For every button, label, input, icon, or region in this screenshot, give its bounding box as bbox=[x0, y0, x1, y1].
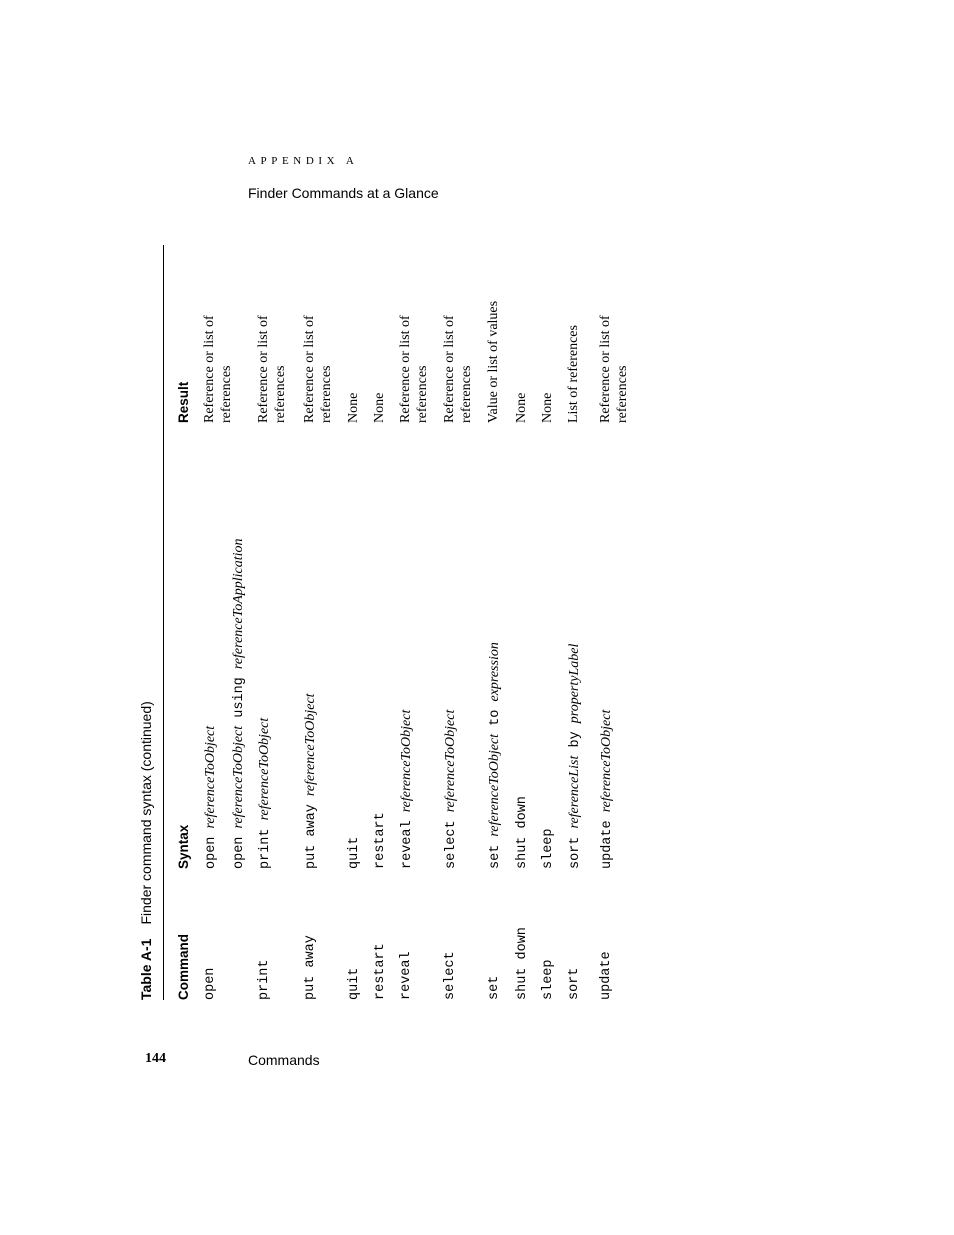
result-cell: Reference or list of references bbox=[598, 315, 630, 423]
command-cell: sort bbox=[567, 967, 582, 1000]
command-cell: update bbox=[599, 951, 614, 1000]
syntax-keyword: reveal bbox=[400, 820, 415, 869]
result-cell: Reference or list of references bbox=[256, 315, 288, 423]
result-cell: Reference or list of references bbox=[398, 315, 430, 423]
syntax-cell bbox=[399, 710, 415, 869]
command-cell: quit bbox=[347, 967, 362, 1000]
syntax-cell bbox=[567, 644, 583, 869]
chapter-title: Finder Commands at a Glance bbox=[248, 185, 439, 201]
syntax-keyword: to bbox=[488, 709, 503, 726]
syntax-placeholder: referenceToObject bbox=[303, 693, 318, 797]
command-cell: set bbox=[487, 975, 502, 1000]
result-cell: Value or list of values bbox=[486, 300, 501, 423]
command-cell: restart bbox=[373, 943, 388, 1000]
column-header-command: Command bbox=[176, 933, 191, 1000]
command-cell: shut down bbox=[515, 927, 530, 1000]
result-cell: None bbox=[346, 392, 361, 423]
syntax-cell bbox=[303, 693, 319, 869]
syntax-cell bbox=[515, 796, 530, 869]
syntax-placeholder: referenceToApplication bbox=[231, 538, 246, 670]
footer-section: Commands bbox=[248, 1052, 320, 1068]
syntax-keyword: sort bbox=[568, 836, 583, 869]
result-cell: None bbox=[540, 392, 555, 423]
column-header-result: Result bbox=[176, 381, 191, 423]
syntax-keyword: open bbox=[204, 836, 219, 869]
syntax-keyword: shut down bbox=[515, 796, 530, 869]
table-caption-number: Table A-1 bbox=[138, 938, 154, 1000]
syntax-cell bbox=[487, 642, 503, 869]
result-cell: None bbox=[372, 392, 387, 423]
result-cell: None bbox=[514, 392, 529, 423]
command-cell: sleep bbox=[541, 959, 556, 1000]
syntax-placeholder: referenceToObject bbox=[399, 709, 414, 813]
command-cell: put away bbox=[303, 935, 318, 1000]
syntax-cell bbox=[203, 726, 219, 869]
syntax-cell bbox=[231, 538, 247, 869]
column-header-syntax: Syntax bbox=[176, 824, 191, 869]
page-number: 144 bbox=[145, 1051, 166, 1066]
result-cell: Reference or list of references bbox=[302, 315, 334, 423]
syntax-placeholder: propertyLabel bbox=[567, 643, 582, 724]
syntax-cell bbox=[541, 828, 556, 869]
result-cell: Reference or list of references bbox=[442, 315, 474, 423]
syntax-cell bbox=[599, 710, 615, 869]
table-caption-text: Finder command syntax (continued) bbox=[138, 701, 154, 925]
command-syntax-table bbox=[137, 245, 657, 1005]
syntax-placeholder: referenceToObject bbox=[203, 725, 218, 829]
syntax-keyword: select bbox=[444, 820, 459, 869]
syntax-placeholder: referenceToObject bbox=[443, 709, 458, 813]
syntax-placeholder: referenceToObject bbox=[487, 733, 502, 837]
result-cell: List of references bbox=[566, 325, 581, 423]
result-cell: Reference or list of references bbox=[202, 315, 234, 423]
syntax-keyword: quit bbox=[347, 836, 362, 869]
syntax-placeholder: referenceList bbox=[567, 755, 582, 829]
syntax-placeholder: expression bbox=[487, 642, 502, 702]
syntax-keyword: update bbox=[600, 820, 615, 869]
syntax-keyword: print bbox=[258, 828, 273, 869]
syntax-cell bbox=[347, 837, 362, 869]
syntax-cell bbox=[443, 710, 459, 869]
appendix-label: APPENDIX A bbox=[248, 155, 359, 167]
syntax-placeholder: referenceToObject bbox=[599, 709, 614, 813]
table-caption bbox=[138, 701, 154, 1000]
syntax-keyword: restart bbox=[373, 812, 388, 869]
command-cell: select bbox=[443, 951, 458, 1000]
syntax-cell bbox=[373, 812, 388, 869]
syntax-placeholder: referenceToObject bbox=[231, 725, 246, 829]
syntax-placeholder: referenceToObject bbox=[257, 717, 272, 821]
syntax-keyword: using bbox=[232, 677, 247, 718]
syntax-keyword: sleep bbox=[541, 828, 556, 869]
command-cell: open bbox=[203, 967, 218, 1000]
command-cell: print bbox=[257, 959, 272, 1000]
syntax-keyword: put away bbox=[304, 804, 319, 869]
syntax-keyword: by bbox=[568, 731, 583, 748]
syntax-keyword: open bbox=[232, 836, 247, 869]
syntax-cell bbox=[257, 718, 273, 869]
command-cell: reveal bbox=[399, 951, 414, 1000]
syntax-keyword: set bbox=[488, 844, 503, 869]
